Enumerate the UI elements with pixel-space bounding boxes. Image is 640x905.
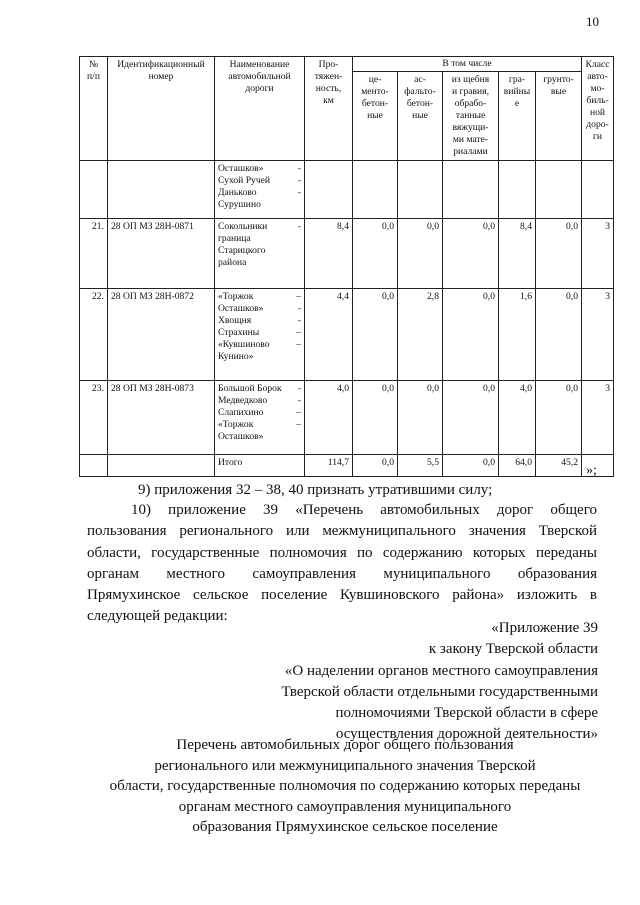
road-id: 28 ОП МЗ 28Н-0871 [108,219,215,289]
road-name-line: «Кувшиново – [218,339,301,350]
total-gravel-treated: 0,0 [443,455,499,477]
road-name-line: «Торжок – [218,419,301,430]
asphalt-value: 0,0 [398,381,443,455]
road-name-line: Осташков» [218,431,264,442]
appendix-line: «О наделении органов местного самоуправления [284,662,598,679]
paragraph-10 [87,500,597,628]
road-name-line: Даньково - [218,187,301,198]
road-id: 28 ОП МЗ 28Н-0873 [108,381,215,455]
road-name-line: Большой Борок - [218,383,301,394]
road-name-line: Сухой Ручей - [218,175,301,186]
road-name-line: Старицкого [218,245,266,256]
road-name-line: Сурушино [218,199,261,210]
header-row-1 [80,57,614,72]
total-cement: 0,0 [353,455,398,477]
page-number: 10 [586,14,599,29]
road-name [215,219,305,289]
appendix-line: Тверской области отдельными государственными [281,683,598,700]
header-group: В том числе [353,57,582,72]
header-class: Класс авто- мо- биль- ной доро- ги [582,57,614,161]
roads-table [79,56,614,477]
appendix-line: «Приложение 39 [491,620,598,636]
road-name-line: Кунино» [218,351,254,362]
cement-value: 0,0 [353,289,398,381]
header-id: Идентификационный номер [108,57,215,161]
appendix-line: к закону Тверской области [428,641,598,658]
total-label: Итого [215,455,305,477]
road-name-line: Осташков» - [218,163,301,174]
road-name [215,289,305,381]
class-value: 3 [582,219,614,289]
appendix-block [281,618,598,746]
heading-line: регионального или межмуниципального значения Тверской [154,757,536,774]
header-name: Наименование автомобильной дороги [215,57,305,161]
paragraph-10-line: следующей редакции: [87,608,228,625]
road-name-line: Медведково - [218,395,301,406]
road-name-line: района [218,257,247,268]
asphalt-value: 2,8 [398,289,443,381]
header-cement: це- менто- бетон- ные [353,72,398,161]
class-value: 3 [582,381,614,455]
table-row-continuation [80,161,614,219]
length-value: 4,0 [305,381,353,455]
gravel-treated-value: 0,0 [443,219,499,289]
total-row [80,455,614,477]
list-heading [70,735,620,838]
ground-value: 0,0 [536,381,582,455]
length-value: 8,4 [305,219,353,289]
total-empty-id [108,455,215,477]
heading-line: органам местного самоуправления муниципального [178,798,512,815]
road-name [215,381,305,455]
total-empty-num [80,455,108,477]
row-number: 22. [80,289,108,381]
table-row [80,289,614,381]
paragraph-10-line: Прямухинское сельское поселение Кувшиновского района» изложить в [87,587,597,604]
road-name-line: граница [218,233,251,244]
appendix-line: осуществления дорожной деятельности» [335,726,598,743]
table-row [80,219,614,289]
total-gravel: 64,0 [499,455,536,477]
cement-value: 0,0 [353,381,398,455]
gravel-value: 4,0 [499,381,536,455]
heading-line: образования Прямухинское сельское поселение [192,819,498,835]
paragraph-10-line: 10) приложение 39 «Перечень автомобильных дорог общего [131,502,597,518]
row-number: 23. [80,381,108,455]
road-name-continuation [215,161,305,219]
paragraph-9: 9) приложения 32 – 38, 40 признать утратившими силу; [138,482,493,498]
road-name-line: Осташков» - [218,303,301,314]
class-value: 3 [582,289,614,381]
total-asphalt: 5,5 [398,455,443,477]
row-number: 21. [80,219,108,289]
length-value: 4,4 [305,289,353,381]
road-name-line: Слапихино – [218,407,301,418]
header-asphalt: ас- фальто- бетон- ные [398,72,443,161]
ground-value: 0,0 [536,289,582,381]
paragraph-10-line: органам местного самоуправления муниципального образования [87,565,597,582]
table-row [80,381,614,455]
ground-value: 0,0 [536,219,582,289]
closing-quote: »; [586,463,597,478]
header-length: Про- тяжен- ность, км [305,57,353,161]
road-id: 28 ОП МЗ 28Н-0872 [108,289,215,381]
road-name-line: Хвощня - [218,315,301,326]
paragraph-10-line: пользования регионального или межмуниципального значения Тверской [87,523,597,540]
header-gravel: гра- вийны е [499,72,536,161]
heading-line: Перечень автомобильных дорог общего пользования [176,737,514,753]
total-length: 114,7 [305,455,353,477]
total-ground: 45,2 [536,455,582,477]
paragraph-10-line: области, государственные полномочия по содержанию которых переданы [87,544,597,561]
road-name-line: «Торжок – [218,291,301,302]
road-name-line: Страхины – [218,327,301,338]
header-ground: грунто- вые [536,72,582,161]
road-name-line: Сокольники - [218,221,301,232]
gravel-value: 1,6 [499,289,536,381]
appendix-line: полномочиями Тверской области в сфере [335,705,598,722]
gravel-treated-value: 0,0 [443,289,499,381]
header-gravel-treated: из щебня и гравия, обрабо- танные вяжущи- ми мате- риалами [443,72,499,161]
gravel-treated-value: 0,0 [443,381,499,455]
header-num: № п/п [80,57,108,161]
cement-value: 0,0 [353,219,398,289]
asphalt-value: 0,0 [398,219,443,289]
heading-line: области, государственные полномочия по содержанию которых переданы [109,778,581,794]
gravel-value: 8,4 [499,219,536,289]
